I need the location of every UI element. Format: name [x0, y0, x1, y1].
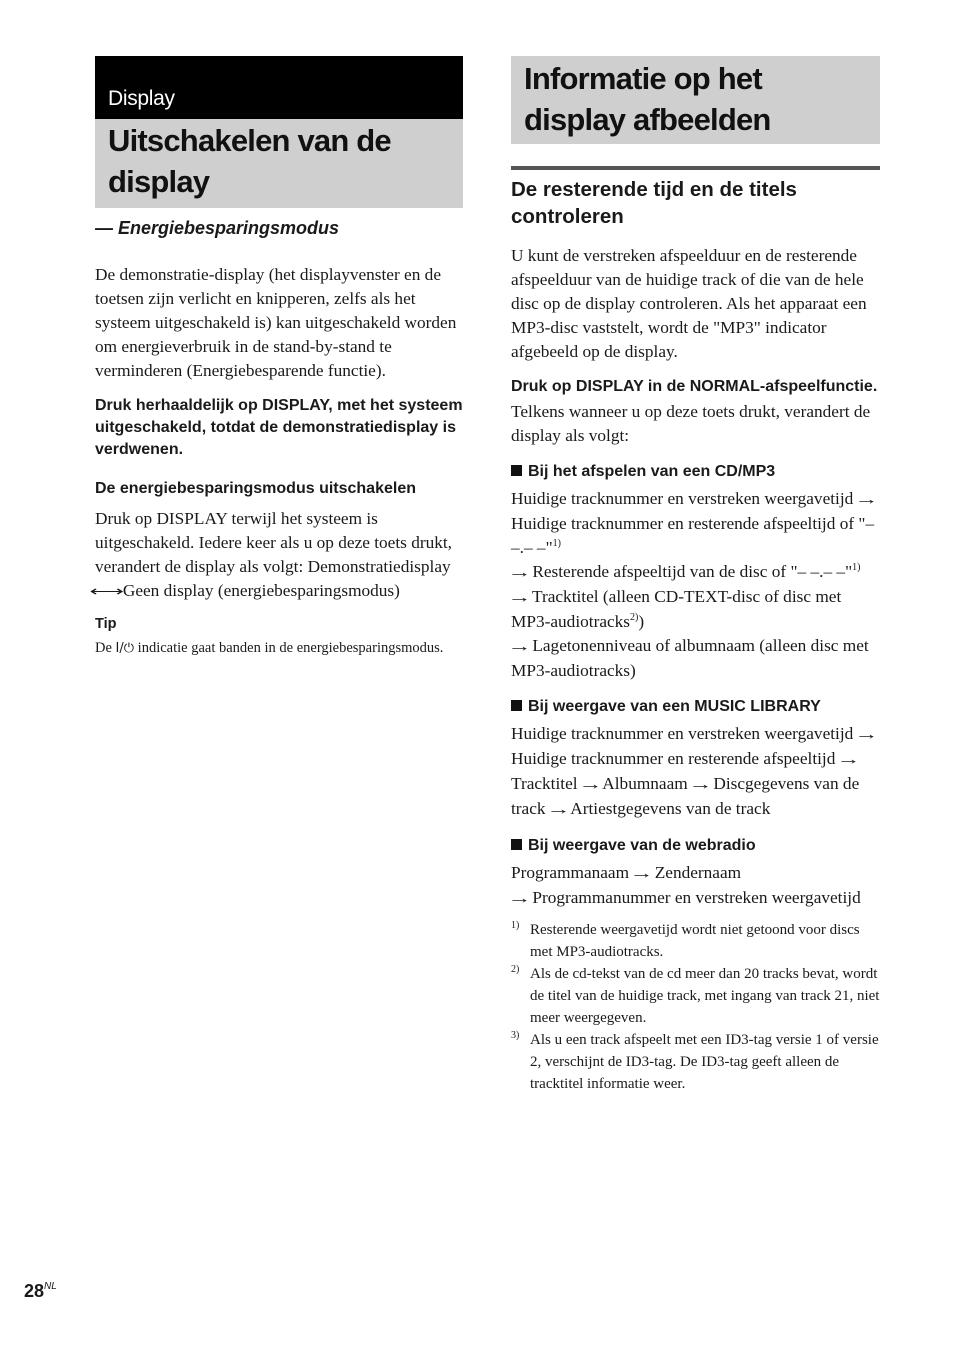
page-lang: NL: [44, 1281, 57, 1292]
cd-step-3: Resterende afspeeltijd van de disc of "– –.– –": [532, 562, 853, 581]
right-column: [507, 56, 880, 1095]
section-heading: De resterende tijd en de titels controleren: [511, 178, 797, 228]
arrow-right-icon: →: [507, 565, 532, 581]
footnote-mark: 2): [511, 964, 520, 975]
subtitle: — Energiebesparingsmodus: [95, 218, 340, 238]
left-column: [89, 56, 463, 660]
square-bullet-icon: [511, 700, 522, 711]
library-step-4: Albumnaam: [602, 774, 688, 793]
webradio-heading-text: Bij weergave van de webradio: [528, 837, 756, 854]
intro-paragraph: De demonstratie-display (het displayvenster en de toetsen zijn verlicht en knipperen, zelfs als het systeem uitgeschakeld is) kan uitgeschakeld worden om energieverbruik in de stand-by-stand te verminderen (Energiebesparende functie).: [95, 265, 457, 380]
footnote-mark: 3): [511, 1030, 520, 1041]
footnotes: [511, 919, 880, 1095]
instruction-right: Druk op DISPLAY in de NORMAL-afspeelfunctie.: [511, 378, 878, 395]
bidirectional-arrow-icon: ⟷: [89, 584, 124, 600]
display-option-none: Geen display (energiebesparingsmodus): [122, 581, 400, 600]
tip-suffix: indicatie gaat banden in de energiebesparingsmodus.: [137, 640, 444, 656]
footnote-ref: 2): [630, 612, 639, 624]
library-heading-text: Bij weergave van een MUSIC LIBRARY: [528, 698, 821, 715]
library-step-1: Huidige tracknummer en verstreken weergavetijd: [511, 724, 854, 743]
page-number-value: 28: [24, 1281, 45, 1301]
display-option-demo: Demonstratiedisplay: [307, 557, 451, 576]
divider: [511, 166, 880, 170]
footnote-mark: 1): [511, 920, 520, 931]
library-step-6: Artiestgegevens van de track: [570, 799, 771, 818]
tip-text: [95, 637, 463, 660]
arrow-right-icon: →: [854, 727, 879, 743]
section-title: Informatie op het display afbeelden: [511, 56, 880, 144]
arrow-right-icon: →: [507, 891, 532, 907]
webradio-heading: [511, 835, 880, 857]
footnote-text: Als u een track afspeelt met een ID3-tag versie 1 of versie 2, verschijnt de ID3-tag. De ID3-tag geeft alleen de tracktitel informatie weer.: [530, 1032, 879, 1092]
webradio-sequence: [507, 861, 880, 911]
arrow-right-icon: →: [546, 802, 571, 818]
cd-step-4: Tracktitel (alleen CD-TEXT-disc of disc met MP3-audiotracks: [511, 587, 842, 631]
cd-step-1: Huidige tracknummer en verstreken weergavetijd: [511, 489, 854, 508]
section-tab: Display: [95, 56, 463, 119]
cd-step-4-end: ): [638, 612, 645, 631]
cd-step-5: Lagetonenniveau of albumnaam (alleen disc met MP3-audiotracks): [511, 636, 869, 680]
footnote-ref: 1): [852, 562, 861, 574]
webradio-step-2: Zendernaam: [654, 863, 742, 882]
library-sequence: [511, 722, 880, 822]
instruction-body: Telkens wanneer u op deze toets drukt, verandert de display als volgt:: [511, 402, 871, 445]
arrow-right-icon: →: [507, 590, 532, 606]
footnote-text: Als de cd-tekst van de cd meer dan 20 tracks bevat, wordt de titel van de huidige track, met ingang van track 21, niet meer weergegeven.: [530, 966, 880, 1026]
cd-heading: [511, 461, 880, 483]
sub-body-text: Druk op DISPLAY terwijl het systeem is uitgeschakeld. Iedere keer als u op deze toets drukt, verandert de display als volgt:: [95, 509, 452, 576]
intro-paragraph-right: U kunt de verstreken afspeelduur en de resterende afspeelduur van de huidige track of die van de hele disc op de display controleren. Als het apparaat een MP3-disc vaststelt, wordt de "MP3" indicator afgebeeld op de display.: [511, 246, 867, 361]
page-title: Uitschakelen van de display: [95, 119, 463, 208]
instruction: Druk herhaaldelijk op DISPLAY, met het systeem uitgeschakeld, totdat de demonstratiedisplay is verdwenen.: [95, 397, 463, 458]
footnote-text: Resterende weergavetijd wordt niet getoond voor discs met MP3-audiotracks.: [530, 922, 860, 960]
page-number: [24, 1281, 57, 1302]
sub-paragraph: [89, 507, 463, 604]
arrow-right-icon: →: [629, 866, 654, 882]
footnote: [511, 1029, 880, 1095]
arrow-right-icon: →: [507, 639, 532, 655]
library-heading: [511, 696, 880, 718]
arrow-right-icon: →: [836, 752, 861, 768]
library-step-2: Huidige tracknummer en resterende afspeeltijd: [511, 749, 836, 768]
library-step-5: Discgegevens van de track: [511, 774, 860, 818]
subheading-energy-mode: De energiebesparingsmodus uitschakelen: [95, 480, 416, 497]
tip-label: Tip: [95, 616, 117, 632]
webradio-step-1: Programmanaam: [511, 863, 630, 882]
arrow-right-icon: →: [578, 777, 603, 793]
square-bullet-icon: [511, 465, 522, 476]
cd-sequence: [507, 487, 880, 683]
tip-prefix: De: [95, 640, 112, 656]
footnote: [511, 963, 880, 1029]
footnote: [511, 919, 880, 963]
power-icon: I/⏻: [115, 641, 135, 656]
cd-heading-text: Bij het afspelen van een CD/MP3: [528, 463, 776, 480]
arrow-right-icon: →: [854, 492, 879, 508]
arrow-right-icon: →: [688, 777, 713, 793]
cd-step-2: Huidige tracknummer en resterende afspeeltijd of "– –.– –": [511, 514, 875, 557]
webradio-step-3: Programmanummer en verstreken weergavetijd: [532, 888, 861, 907]
library-step-3: Tracktitel: [511, 774, 578, 793]
square-bullet-icon: [511, 839, 522, 850]
footnote-ref: 1): [552, 538, 561, 550]
